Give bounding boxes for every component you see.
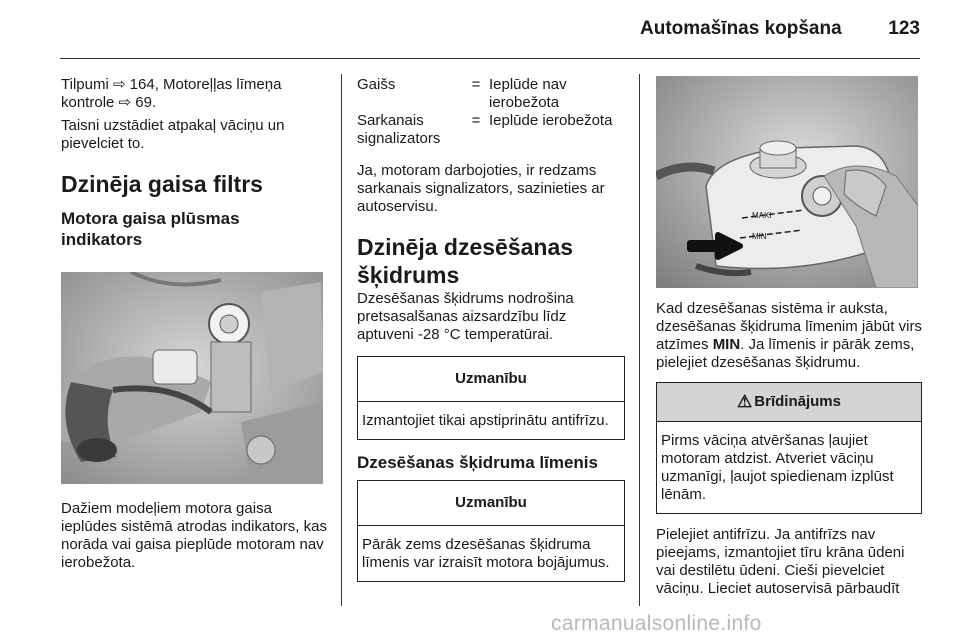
min-label: MIN	[752, 232, 767, 241]
section-title-coolant: Dzinēja dzesēšanas šķidrums	[357, 234, 574, 288]
airflow-indicator-description: Dažiem modeļiem motora gaisa ieplūdes sistēmā atrodas indikators, kas norāda vai gaisa pieplūde motoram nav ierobežota.	[61, 500, 327, 571]
caution-text: Pārāk zems dzesēšanas šķidruma līmenis var izraisīt motora bojājumus.	[362, 536, 610, 571]
caution-box-low-level	[357, 480, 625, 582]
column-divider-1	[341, 74, 342, 606]
indicator-table-row	[357, 112, 625, 148]
warning-text: Pirms vāciņa atvēršanas ļaujiet motoram atdzist. Atveriet vāciņu uzmanīgi, ļaujot spiedienam izplūst lēnām.	[661, 432, 894, 503]
indicator-table-row	[357, 76, 625, 112]
indicator-equals: =	[471, 112, 481, 129]
column-3	[656, 76, 922, 598]
warning-title: ⚠ Brīdinājums	[657, 383, 921, 422]
indicator-equals: =	[471, 76, 481, 93]
caution-title: Uzmanību	[358, 357, 624, 402]
subsection-title-coolant-level: Dzesēšanas šķidruma līmenis	[357, 453, 598, 472]
red-indicator-text: Ja, motoram darbojoties, ir redzams sarkanais signalizators, sazinieties ar autoservisu.	[357, 162, 605, 215]
column-1	[61, 76, 331, 572]
caution-title: Uzmanību	[358, 481, 624, 526]
airflow-indicator-photo	[61, 272, 323, 484]
header-divider	[60, 58, 920, 59]
indicator-value: Ieplūde ierobežota	[489, 112, 613, 129]
coolant-intro-text: Dzesēšanas šķidrums nodrošina pretsasalšanas aizsardzību līdz aptuveni -28 °C temperatūrai.	[357, 290, 574, 343]
warning-box	[656, 382, 922, 514]
coolant-level-text: Kad dzesēšanas sistēma ir auksta, dzesēšanas šķidruma līmenim jābūt virs atzīmes MIN. Ja līmenis ir pārāk zems, pielejiet dzesēšanas šķidrumu.	[656, 300, 922, 371]
caution-box-antifreeze	[357, 356, 625, 440]
refill-instructions-text: Pielejiet antifrīzu. Ja antifrīzs nav pieejams, izmantojiet tīru krāna ūdeni vai destilētu ūdeni. Cieši pievelciet vāciņu. Lieciet autoservisā pārbaudīt	[656, 526, 905, 597]
volumes-reference-text: Tilpumi ⇨ 164, Motoreļļas līmeņa kontrole ⇨ 69.	[61, 76, 282, 111]
subsection-title-airflow-indicator: Motora gaisa plūsmas indikators	[61, 209, 240, 249]
page-number: 123	[888, 18, 920, 39]
indicator-value: Ieplūde nav ierobežota	[489, 76, 567, 111]
warning-triangle-icon: ⚠	[737, 392, 753, 411]
watermark: carmanualsonline.info	[551, 612, 762, 635]
refit-cap-text: Taisni uzstādiet atpakaļ vāciņu un pievelciet to.	[61, 117, 285, 152]
page-header-title: Automašīnas kopšana	[640, 18, 842, 39]
coolant-reservoir-photo	[656, 76, 918, 288]
column-2	[357, 76, 625, 582]
column-divider-2	[639, 74, 640, 606]
indicator-term: Gaišs	[357, 76, 396, 93]
caution-text: Izmantojiet tikai apstiprinātu antifrīzu.	[362, 412, 609, 429]
indicator-term: Sarkanais signalizators	[357, 112, 441, 147]
maxi-label: MAXI	[752, 211, 772, 220]
section-title-air-filter: Dzinēja gaisa filtrs	[61, 171, 263, 197]
